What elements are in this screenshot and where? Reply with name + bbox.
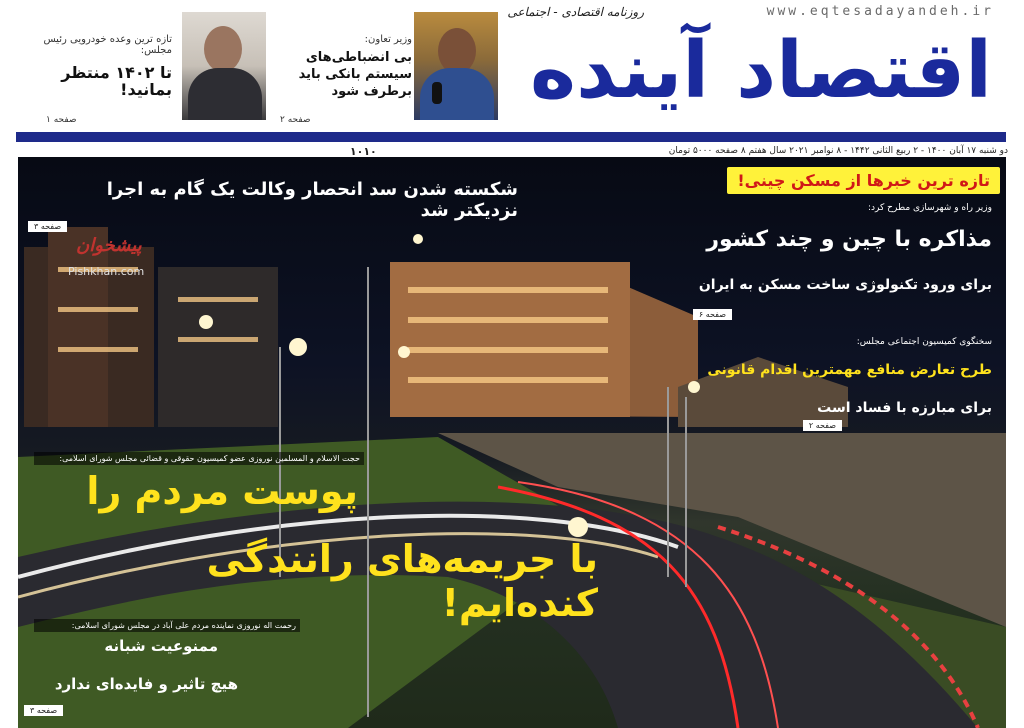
page-reference: صفحه ۱ <box>46 115 77 125</box>
bottom-kicker: رحمت اله نوروزی نماینده مردم علی آباد در مجلس شورای اسلامی: <box>34 619 300 632</box>
main-headline[interactable]: با جریمه‌های رانندگی کنده‌ایم! <box>206 537 598 625</box>
speaker-photo <box>182 12 266 120</box>
teaser-kicker: وزیر تعاون: <box>364 34 412 45</box>
front-page-hero <box>18 157 1006 728</box>
main-headline[interactable]: پوست مردم را <box>86 469 358 513</box>
main-kicker: حجت الاسلام و المسلمین نوروزی عضو کمیسیون حقوقی و قضائی مجلس شورای اسلامی: <box>34 452 364 465</box>
watermark-url: Pishkhan.com <box>68 265 145 278</box>
page-reference: صفحه ۲ <box>280 115 311 125</box>
site-url[interactable]: www.eqtesadayandeh.ir <box>766 4 994 19</box>
teaser-headline: بی انضباطی‌های سیستم بانکی باید برطرف شود <box>298 50 412 99</box>
issue-number: ۱۰۱۰ <box>349 144 377 158</box>
lead-headline[interactable]: شکسته شدن سد انحصار وکالت یک گام به اجرا نزدیکتر شد <box>106 179 518 221</box>
masthead <box>0 0 1024 132</box>
newspaper-tagline: روزنامه اقتصادی - اجتماعی <box>507 5 644 19</box>
bottom-headline[interactable]: ممنوعیت شبانه <box>104 637 218 655</box>
teaser-kicker: تازه ترین وعده خودرویی رئیس مجلس: <box>43 34 172 56</box>
issue-info <box>18 145 1008 157</box>
teaser-car-promise[interactable] <box>12 34 172 98</box>
conflict-headline[interactable]: طرح تعارض منافع مهمترین اقدام قانونی <box>707 362 992 378</box>
china-kicker: وزیر راه و شهرسازی مطرح کرد: <box>868 203 992 213</box>
logo-text: اقتصاد آینده <box>530 26 992 116</box>
conflict-subheadline: برای مبارزه با فساد است <box>817 400 992 416</box>
page-reference: صفحه ۳ <box>24 705 63 716</box>
china-headline[interactable]: مذاکره با چین و چند کشور <box>706 227 992 252</box>
teaser-headline: تا ۱۴۰۲ منتظر بمانید! <box>61 63 172 99</box>
page-reference: صفحه ۲ <box>803 420 842 431</box>
newspaper-logo <box>516 18 1006 124</box>
bottom-headline[interactable]: هیچ تاثیر و فایده‌ای ندارد <box>54 675 238 693</box>
minister-photo <box>414 12 498 120</box>
masthead-rule <box>16 132 1006 142</box>
china-housing-badge[interactable]: تازه ترین خبرها از مسکن چینی! <box>727 167 1000 194</box>
page-reference: صفحه ۶ <box>693 309 732 320</box>
conflict-kicker: سخنگوی کمیسیون اجتماعی مجلس: <box>856 337 992 347</box>
page-reference: صفحه ۳ <box>28 221 67 232</box>
china-subheadline: برای ورود تکنولوژی ساخت مسکن به ایران <box>698 277 992 293</box>
teaser-banking[interactable] <box>294 34 412 100</box>
watermark-name: پیشخوان <box>76 235 142 256</box>
issue-date-line: دو شنبه ۱۷ آبان ۱۴۰۰ - ۲ ربیع الثانی ۱۴۴۲ - ۸ نوامبر ۲۰۲۱ سال هفتم ۸ صفحه ۵۰۰۰ تومان <box>668 146 1008 156</box>
